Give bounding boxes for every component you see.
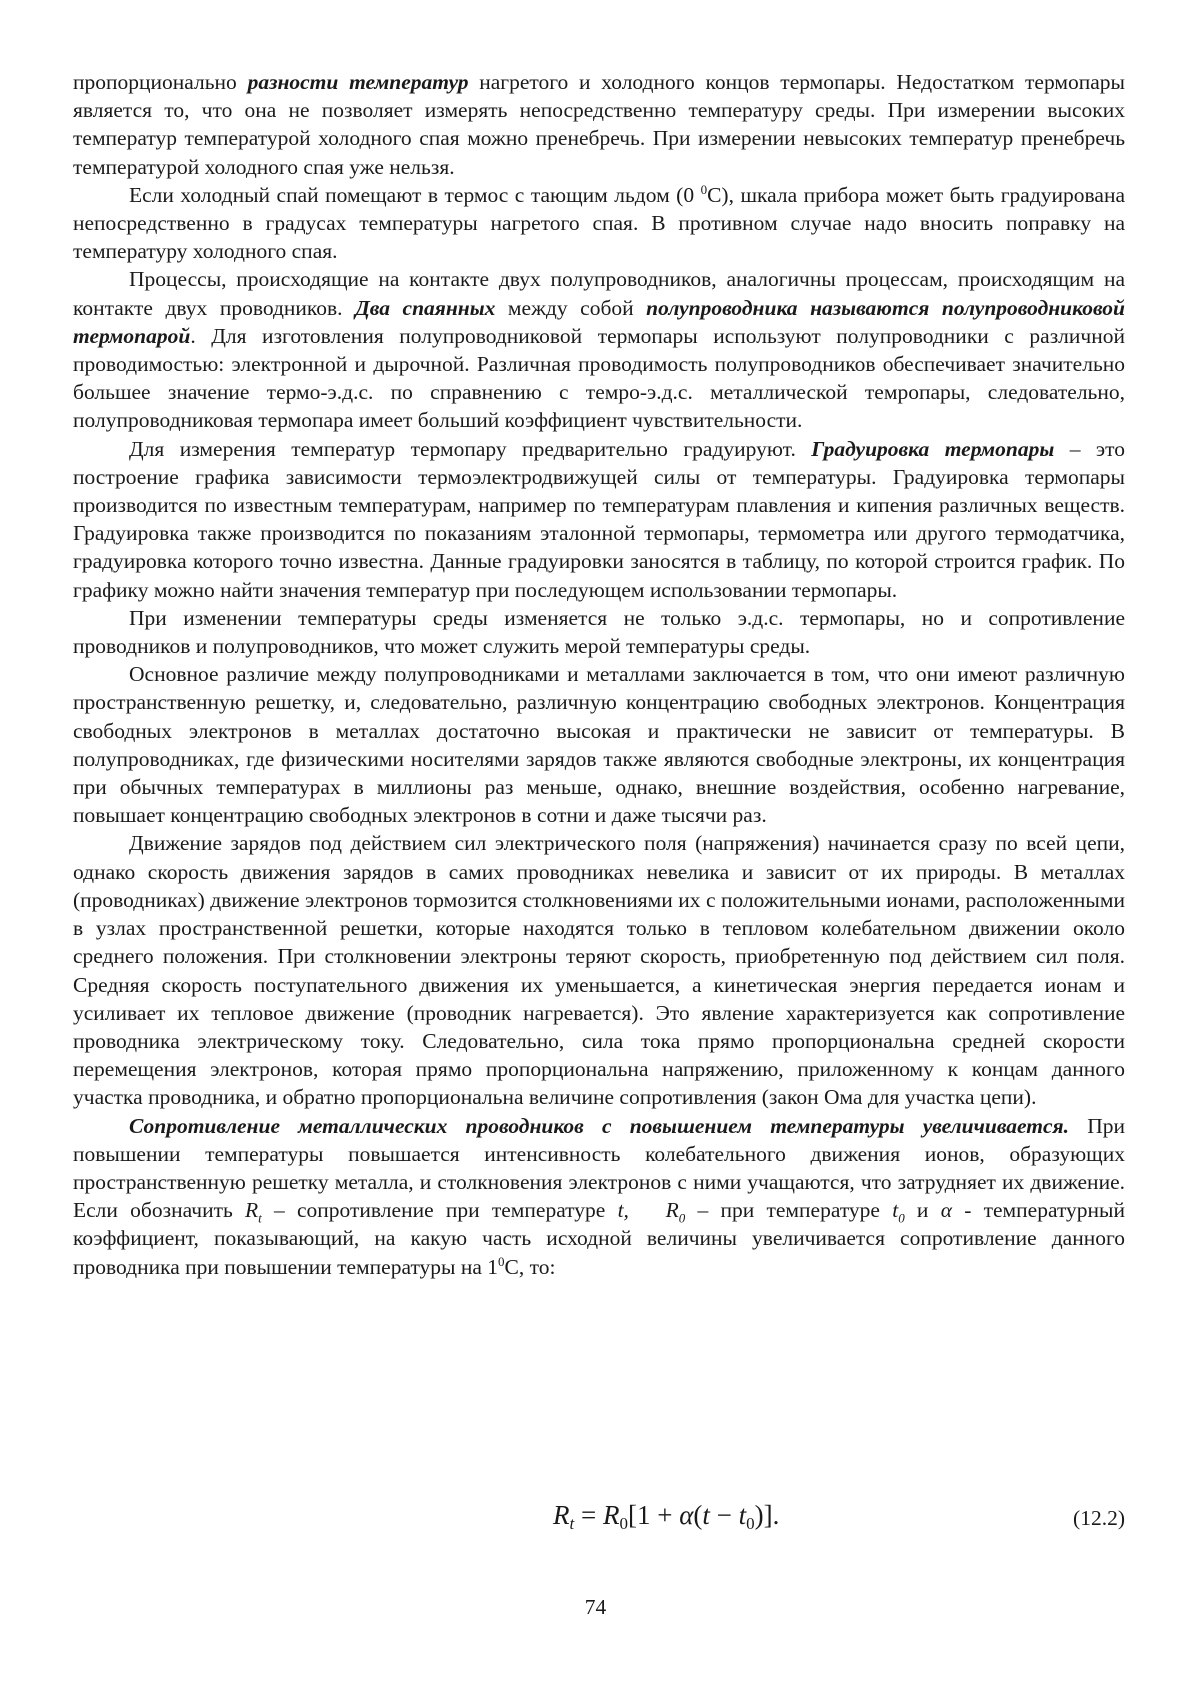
var-sub: 0 (898, 1210, 905, 1226)
text: между собой (495, 295, 647, 320)
var-alpha: α (940, 1198, 952, 1223)
formula-op: )]. (754, 1500, 780, 1530)
formula-var: t (738, 1500, 747, 1530)
var-t: t, (617, 1198, 629, 1223)
emphasis: разности температур (247, 70, 469, 94)
paragraph-3 (73, 265, 1125, 434)
emphasis: Градуировка термопары (811, 436, 1055, 461)
paragraph-5: При изменении температуры среды изменяется не только э.д.с. термопары, но и сопротивление проводников и полупроводников, что может служить мерой температуры среды. (73, 605, 1125, 659)
formula (553, 1500, 779, 1534)
text: – это построение графика зависимости термоэлектродвижущей силы от температуры. Градуировка термопары производится по известным температурам, например по температурам плавления и кипения различных веществ. Градуировка также производится по показаниям эталонной термопары, термометра или другого термодатчика, градуировка которого точно известна. Данные градуировки заносятся в таблицу, по которой строится график. По графику можно найти значения температур при последующем использовании термопары. (73, 436, 1125, 602)
text: – при температуре (685, 1198, 893, 1223)
text: Если холодный спай помещают в термос с тающим льдом (0 (129, 182, 701, 207)
paragraph-1 (73, 68, 1125, 181)
paragraph-8 (73, 1112, 1125, 1281)
formula-op: = (574, 1500, 603, 1530)
text: При повышении температуры повышается интенсивность колебательного движения ионов, образующих пространственную решетку металла, и столкновения электронов с ними учащаются, что затрудняет их движение. Если обозначить (73, 1113, 1125, 1223)
formula-sub: t (569, 1514, 575, 1533)
formula-var: t (702, 1500, 710, 1530)
formula-var: α (679, 1500, 694, 1530)
formula-sub: 0 (746, 1514, 755, 1533)
degree-superscript: 0 (498, 1253, 505, 1269)
var-sub: t (258, 1210, 262, 1226)
paragraph-7: Движение зарядов под действием сил электрического поля (напряжения) начинается сразу по всей цепи, однако скорость движения зарядов в самих проводниках невелика и зависит от их природы. В металлах (проводниках) движение электронов тормозится столкновениями их с положительными ионами, расположенными в узлах пространственной решетки, которые находятся только в тепловом колебательном движении около среднего положения. При столкновении электроны теряют скорость, приобретенную под действием сил поля. Средняя скорость поступательного движения их уменьшается, а кинетическая энергия передается ионам и усиливает их тепловое движение (проводник нагревается). Это явление характеризуется как сопротивление проводника электрическому току. Следовательно, сила тока прямо пропорциональна средней скорости перемещения электронов, которая прямо пропорциональна напряжению, приложенному к концам данного участка проводника, и обратно пропорциональна величине сопротивления (закон Ома для участка цепи). (73, 831, 1125, 1110)
paragraph-6: Основное различие между полупроводниками и металлами заключается в том, что они имеют различную пространственную решетку, и, следовательно, различную концентрацию свободных электронов. Концентрация свободных электронов в металлах достаточно высокая и практически не зависит от температуры. В полупроводниках, где физическими носителями зарядов также являются свободные электроны, их концентрация при обычных температурах в миллионы раз меньше, однако, внешние воздействия, особенно нагревание, повышает концентрацию свободных электронов в сотни и даже тысячи раз. (73, 662, 1125, 828)
text: С, то: (504, 1254, 556, 1279)
text: нагретого и холодного концов термопары. Недостатком термопары является то, что она не позволяет измерять непосредственно температуру среды. При измерении высоких температур температурой холодного спая можно пренебречь. При измерении невысоких температур пренебречь температурой холодного спая уже нельзя. (73, 70, 1125, 179)
formula-op: ( (693, 1500, 703, 1530)
text: – сопротивление при температуре (261, 1198, 618, 1223)
emphasis: Два спаянных (355, 295, 496, 320)
var-sub: 0 (678, 1210, 686, 1226)
text: Процессы, происходящие на контакте двух полупроводников, аналогичны процессам, происходящим на контакте двух проводников. (73, 267, 1125, 320)
var-r: R (245, 1198, 259, 1223)
text: С), шкала прибора может быть градуирована непосредственно в градусах температуры нагретого спая. В противном случае надо вносить поправку на температуру холодного спая. (73, 182, 1125, 264)
text: и (904, 1198, 941, 1223)
text: пропорционально (73, 70, 248, 94)
emphasis: полупроводника называются полупроводниковой термопарой (73, 295, 1125, 348)
equation-number: (12.2) (1073, 1506, 1125, 1530)
text (629, 1198, 666, 1222)
var-r0: R (665, 1198, 679, 1223)
var-t0: t (892, 1198, 899, 1223)
emphasis: Сопротивление металлических проводников с повышением температуры увеличивается. (129, 1113, 1070, 1138)
text: Для измерения температур термопару предварительно градуируют. (129, 436, 812, 461)
text: . Для изготовления полупроводниковой термопары используют полупроводники с различной проводимостью: электронной и дырочной. Различная проводимость полупроводников обеспечивает значительно большее значение термо-э.д.с. по справнению с темро-э.д.с. металлической темропары, следовательно, полупроводниковая термопара имеет больший коэффициент чувствительности. (73, 323, 1125, 433)
formula-op: [1 + (627, 1500, 680, 1530)
paragraph-4 (73, 435, 1125, 604)
document-body (73, 68, 1125, 1281)
degree-superscript: 0 (700, 181, 708, 197)
formula-var: R (553, 1500, 570, 1530)
formula-var: R (602, 1500, 620, 1530)
equation-12-2 (73, 1500, 1125, 1544)
formula-sub: 0 (619, 1514, 628, 1533)
paragraph-2 (73, 181, 1125, 266)
text: - температурный коэффициент, показывающий, на какую часть исходной величины увеличивается сопротивление данного проводника при повышении температуры на 1 (73, 1198, 1126, 1279)
page-number: 74 (584, 1595, 607, 1619)
formula-op: − (709, 1500, 739, 1530)
